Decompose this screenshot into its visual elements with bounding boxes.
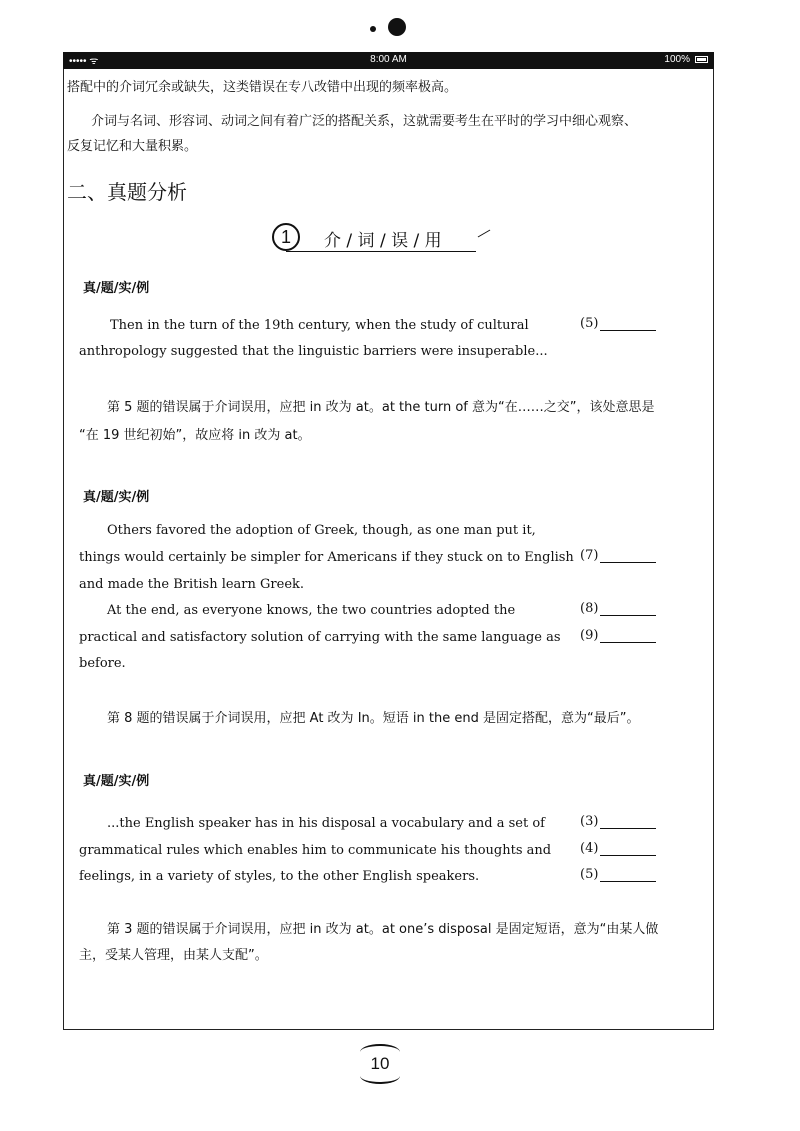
answer-blank[interactable]: (5) — [580, 867, 656, 882]
example-label: 真/题/实/例 — [83, 490, 150, 505]
explanation-line: 第 3 题的错误属于介词误用，应把 in 改为 at。at one’s disposal 是固定短语，意为“由某人做 — [107, 922, 659, 937]
example-text-line: practical and satisfactory solution of carrying with the same language as — [79, 630, 561, 645]
banner-underline — [286, 251, 476, 252]
example-text-line: ...the English speaker has in his disposal a vocabulary and a set of — [107, 816, 545, 831]
example-text-line: grammatical rules which enables him to communicate his thoughts and — [79, 843, 552, 858]
example-text-line: Then in the turn of the 19th century, when the study of cultural — [110, 318, 529, 333]
page-number-arc — [360, 1068, 400, 1084]
example-text-line: feelings, in a variety of styles, to the other English speakers. — [79, 869, 480, 884]
example-label: 真/题/实/例 — [83, 281, 150, 296]
explanation-line: 第 8 题的错误属于介词误用，应把 At 改为 In。短语 in the end 是固定搭配，意为“最后”。 — [107, 711, 640, 726]
answer-blank[interactable]: (8) — [580, 601, 656, 616]
explanation-line: 主，受某人管理，由某人支配”。 — [79, 948, 268, 963]
banner-number: 1 — [272, 223, 300, 251]
intro-line-2: 介词与名词、形容词、动词之间有着广泛的搭配关系，这就需要考生在平时的学习中细心观察、 — [91, 114, 638, 129]
banner-title: 介 / 词 / 误 / 用 — [324, 231, 442, 251]
section-banner — [272, 223, 502, 255]
top-decoration — [360, 18, 420, 38]
example-text-line: and made the British learn Greek. — [79, 577, 305, 592]
answer-blank[interactable]: (7) — [580, 548, 656, 563]
example-text-line: anthropology suggested that the linguistic barriers were insuperable... — [79, 344, 548, 359]
banner-slash — [478, 230, 491, 238]
battery-icon — [695, 56, 708, 63]
battery-percent: 100% — [664, 54, 690, 65]
status-bar — [63, 52, 714, 69]
explanation-line: “在 19 世纪初始”，故应将 in 改为 at。 — [79, 428, 311, 443]
example-text-line: before. — [79, 656, 126, 671]
answer-blank[interactable]: (3) — [580, 814, 656, 829]
large-dot — [388, 18, 406, 36]
page-number-text: 10 — [370, 1054, 390, 1073]
explanation-line: 第 5 题的错误属于介词误用，应把 in 改为 at。at the turn of 意为“在……之交”，该处意思是 — [107, 400, 655, 415]
intro-line-1: 搭配中的介词冗余或缺失，这类错误在专八改错中出现的频率极高。 — [67, 80, 458, 95]
section-heading: 二、真题分析 — [67, 180, 187, 204]
answer-blank[interactable]: (5) — [580, 316, 656, 331]
example-text-line: Others favored the adoption of Greek, though, as one man put it, — [107, 523, 536, 538]
example-text-line: things would certainly be simpler for Americans if they stuck on to English — [79, 550, 574, 565]
example-text-line: At the end, as everyone knows, the two countries adopted the — [107, 603, 516, 618]
answer-blank[interactable]: (9) — [580, 628, 656, 643]
answer-blank[interactable]: (4) — [580, 841, 656, 856]
intro-line-3: 反复记忆和大量积累。 — [67, 139, 198, 154]
small-dot — [370, 26, 376, 32]
status-time: 8:00 AM — [370, 54, 407, 65]
example-label: 真/题/实/例 — [83, 774, 150, 789]
page-number — [356, 1042, 404, 1086]
signal-wifi-icon: ••••• ᯤ — [69, 56, 99, 67]
